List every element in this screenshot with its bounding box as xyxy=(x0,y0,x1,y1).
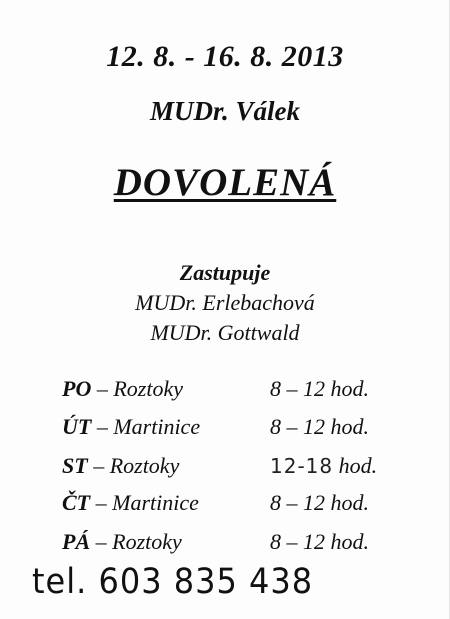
schedule-hours-time: 8 – 12 xyxy=(270,376,325,401)
schedule-hours-time-handwritten: 12-18 xyxy=(270,454,334,478)
schedule-place: Roztoky xyxy=(112,529,182,554)
schedule-hours xyxy=(270,490,369,516)
schedule-dash: – xyxy=(93,453,105,478)
substitute-doctor-1: MUDr. Erlebachová xyxy=(135,290,315,315)
schedule-hours-unit: hod. xyxy=(330,414,369,439)
schedule-day: PO xyxy=(62,376,92,401)
schedule-dash: – xyxy=(96,376,108,401)
schedule-day: PÁ xyxy=(62,529,91,554)
schedule-row-thursday xyxy=(62,490,402,520)
schedule-hours xyxy=(270,414,369,440)
schedule-hours xyxy=(270,453,377,479)
substitute-label: Zastupuje xyxy=(179,260,271,285)
schedule-day: ST xyxy=(62,453,88,478)
schedule-dash: – xyxy=(95,529,107,554)
schedule-hours xyxy=(270,529,369,555)
schedule-place: Roztoky xyxy=(109,453,180,478)
schedule-row-tuesday xyxy=(62,414,402,444)
schedule-hours-unit: hod. xyxy=(338,453,378,478)
handwritten-phone-number: tel. 603 835 438 xyxy=(32,560,314,602)
substitute-doctor-2: MUDr. Gottwald xyxy=(150,320,300,345)
schedule-place: Martinice xyxy=(113,414,201,439)
schedule-row-friday xyxy=(62,529,402,559)
vacation-dates: 12. 8. - 16. 8. 2013 xyxy=(106,40,344,73)
doctor-name: MUDr. Válek xyxy=(149,96,301,126)
schedule-day: ČT xyxy=(62,490,91,515)
schedule-row-monday xyxy=(62,376,402,406)
schedule-hours-time: 8 – 12 xyxy=(270,414,325,439)
schedule-hours-unit: hod. xyxy=(330,376,369,401)
schedule-hours-time: 8 – 12 xyxy=(270,490,325,515)
schedule-dash: – xyxy=(95,490,107,515)
schedule-place: Roztoky xyxy=(113,376,183,401)
vacation-title: DOVOLENÁ xyxy=(113,161,337,204)
schedule-dash: – xyxy=(96,414,108,439)
schedule-row-wednesday xyxy=(62,453,402,483)
schedule-hours-time: 8 – 12 xyxy=(270,529,325,554)
schedule-hours xyxy=(270,376,369,402)
schedule-hours-unit: hod. xyxy=(330,490,369,515)
schedule-place: Martinice xyxy=(112,490,199,515)
schedule-day: ÚT xyxy=(62,414,92,439)
schedule-hours-unit: hod. xyxy=(330,529,369,554)
